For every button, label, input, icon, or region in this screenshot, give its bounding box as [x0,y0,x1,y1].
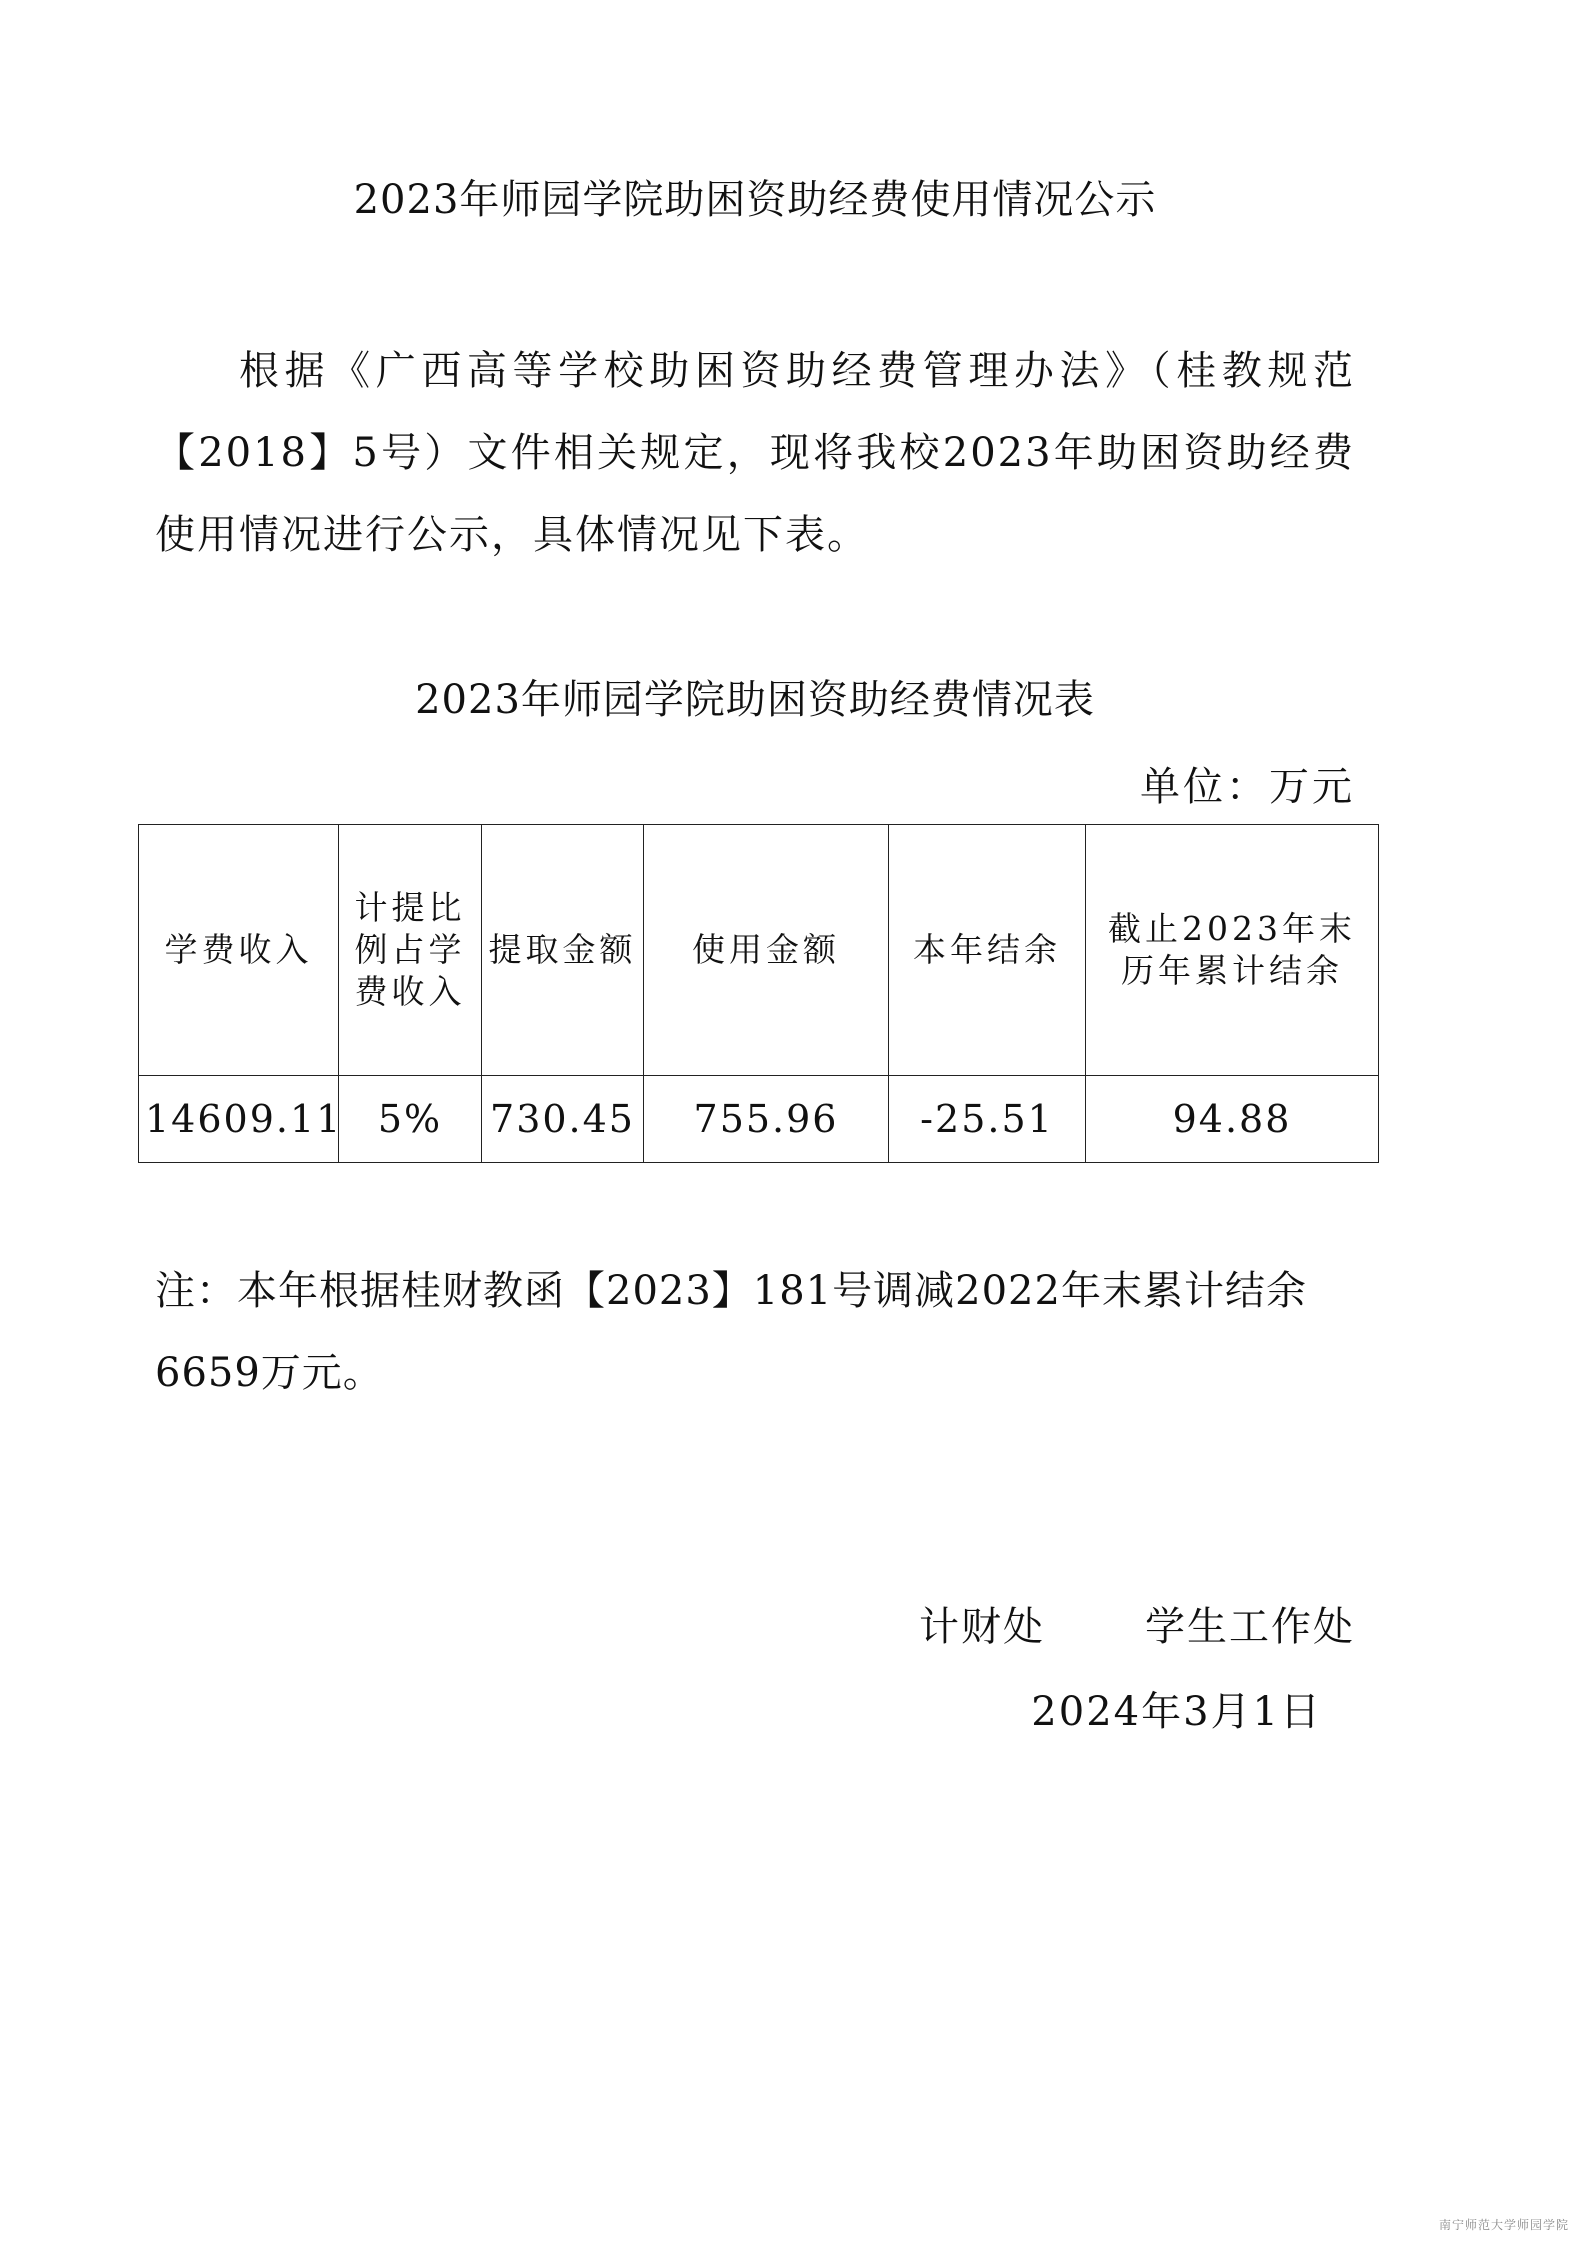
table-title: 2023年师园学院助困资助经费情况表 [415,677,1095,723]
table-header-row [139,825,1379,1076]
note-paragraph: 注：本年根据桂财教函【2023】181号调减2022年末累计结余6659万元。 [155,1268,1307,1396]
signature-dept-student-affairs: 学生工作处 [1145,1604,1355,1650]
cell-allocation-ratio: 5% [339,1076,482,1163]
cell-extracted-amount: 730.45 [482,1076,644,1163]
signature-departments [919,1595,1355,1652]
unit-label: 单位：万元 [1140,764,1355,810]
header-year-balance: 本年结余 [889,825,1086,1076]
cell-tuition-income: 14609.11 [139,1076,339,1163]
cell-used-amount: 755.96 [644,1076,889,1163]
cell-year-balance: -25.51 [889,1076,1086,1163]
header-allocation-ratio: 计提比例占学费收入 [339,825,482,1076]
body-paragraph: 根据《广西高等学校助困资助经费管理办法》（桂教规范【2018】5号）文件相关规定，现将我校2023年助困资助经费使用情况进行公示，具体情况见下表。 [155,348,1355,558]
document-title: 2023年师园学院助困资助经费使用情况公示 [353,177,1157,223]
signature-dept-finance: 计财处 [919,1604,1045,1650]
funding-table [138,824,1379,1163]
signature-date: 2024年3月1日 [1031,1689,1322,1735]
header-extracted-amount: 提取金额 [482,825,644,1076]
header-cumulative-balance: 截止2023年末历年累计结余 [1086,825,1379,1076]
header-used-amount: 使用金额 [644,825,889,1076]
header-tuition-income: 学费收入 [139,825,339,1076]
watermark-text: 南宁师范大学师园学院 [1438,2218,1569,2232]
table-row [139,1076,1379,1163]
cell-cumulative-balance: 94.88 [1086,1076,1379,1163]
